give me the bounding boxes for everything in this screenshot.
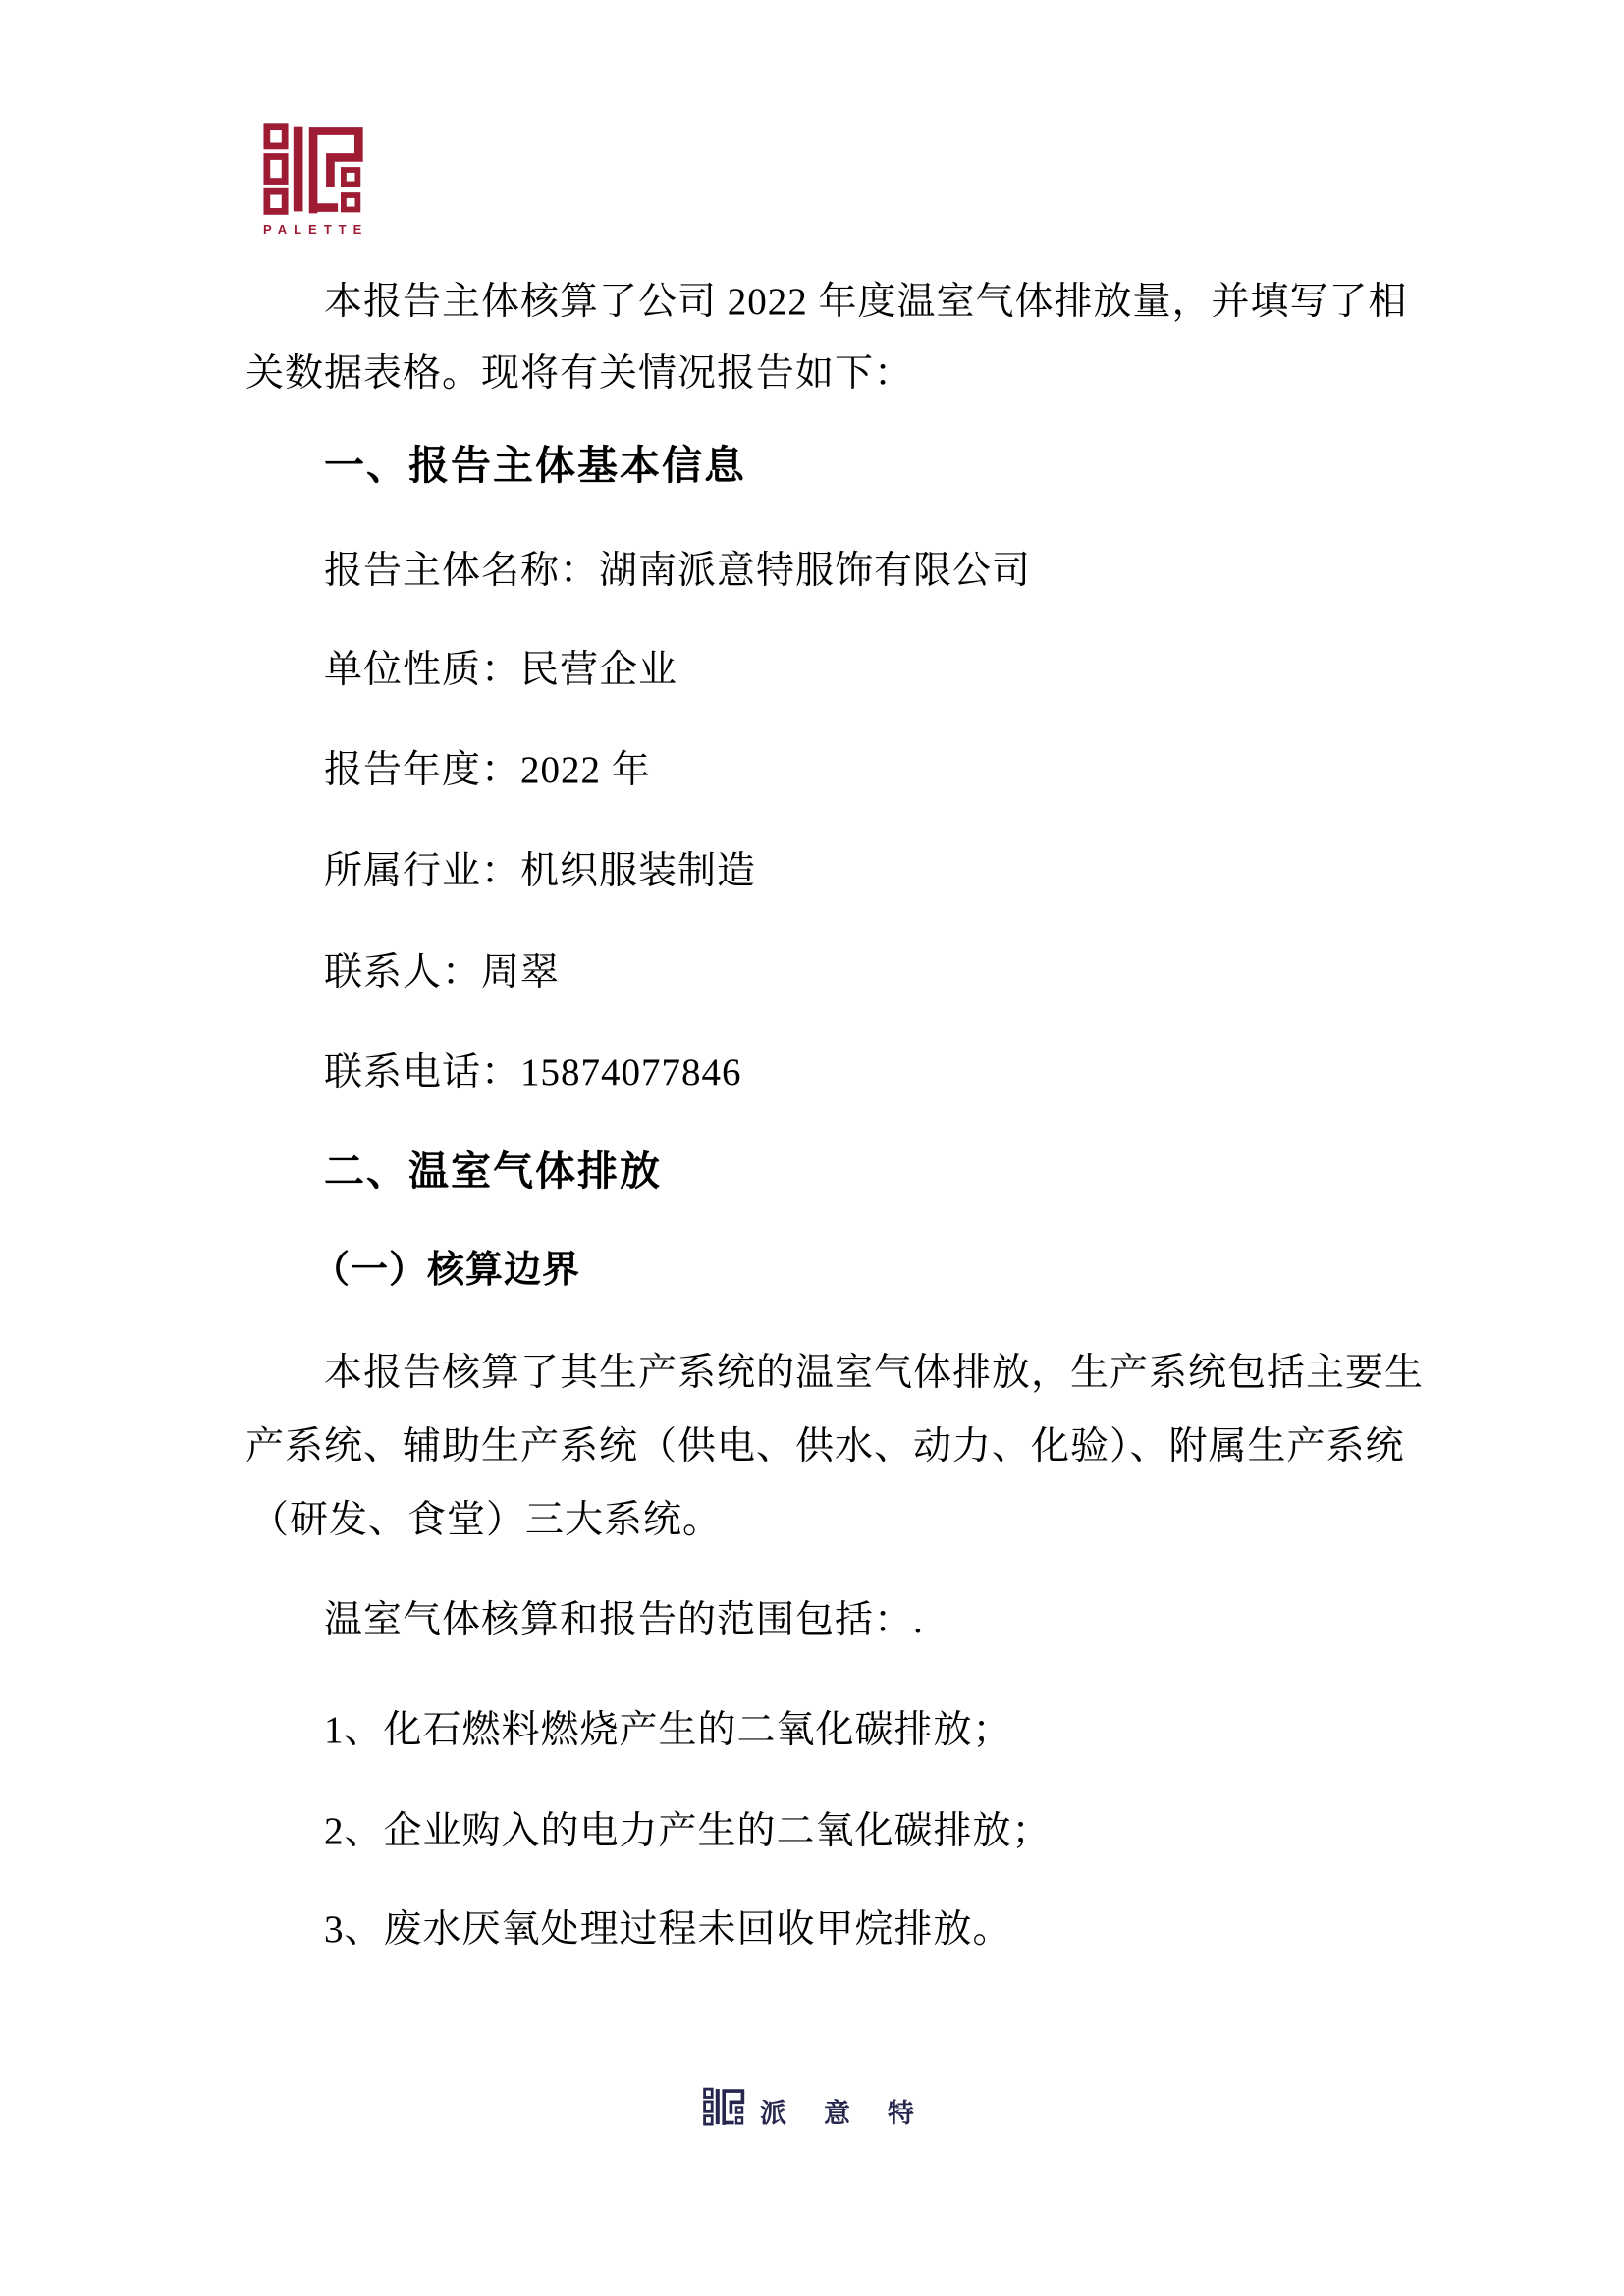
boundary-line-3: （研发、食堂）三大系统。 bbox=[250, 1499, 723, 1541]
brand-word-latin: PALETTE bbox=[263, 222, 369, 237]
header-brand-logo bbox=[263, 122, 373, 237]
field-label: 所属行业： bbox=[324, 850, 521, 892]
field-label: 单位性质： bbox=[324, 649, 521, 691]
scope-item-1: 1、化石燃料燃烧产生的二氧化碳排放； bbox=[324, 1709, 1012, 1751]
section2-sub-heading: （一）核算边界 bbox=[312, 1250, 581, 1291]
field-value: 机织服装制造 bbox=[520, 850, 757, 892]
field-contact-person bbox=[324, 952, 560, 993]
footer-brand-logo bbox=[703, 2087, 746, 2132]
field-value: 2022 年 bbox=[520, 749, 651, 791]
scope-item-3: 3、废水厌氧处理过程未回收甲烷排放。 bbox=[324, 1908, 1012, 1950]
field-value: 民营企业 bbox=[520, 649, 678, 691]
field-label: 联系电话： bbox=[324, 1051, 521, 1094]
field-unit-nature bbox=[324, 650, 677, 691]
intro-line-1: 本报告主体核算了公司 2022 年度温室气体排放量，并填写了相 bbox=[324, 281, 1408, 323]
field-value: 15874077846 bbox=[520, 1051, 742, 1094]
field-entity-name bbox=[324, 551, 1031, 592]
field-value: 周翠 bbox=[481, 951, 561, 993]
section1-heading: 一、报告主体基本信息 bbox=[324, 443, 746, 488]
field-report-year bbox=[324, 750, 651, 791]
section2-heading: 二、温室气体排放 bbox=[324, 1148, 662, 1194]
field-label: 报告主体名称： bbox=[324, 550, 600, 592]
scope-item-2: 2、企业购入的电力产生的二氧化碳排放； bbox=[324, 1810, 1052, 1852]
intro-line-2: 关数据表格。现将有关情况报告如下： bbox=[245, 352, 914, 395]
scope-intro: 温室气体核算和报告的范围包括：. bbox=[324, 1599, 924, 1641]
field-label: 联系人： bbox=[324, 951, 482, 993]
palette-maze-logo-icon bbox=[263, 122, 367, 218]
field-contact-phone bbox=[324, 1052, 742, 1094]
paiyite-maze-logo-icon bbox=[703, 2087, 746, 2127]
field-value: 湖南派意特服饰有限公司 bbox=[599, 550, 1032, 592]
footer-brand-name: 派意特 bbox=[760, 2099, 951, 2128]
field-label: 报告年度： bbox=[324, 749, 521, 791]
boundary-line-2: 产系统、辅助生产系统（供电、供水、动力、化验）、附属生产系统 bbox=[245, 1425, 1405, 1468]
field-industry bbox=[324, 851, 756, 892]
boundary-line-1: 本报告核算了其生产系统的温室气体排放，生产系统包括主要生 bbox=[324, 1352, 1425, 1394]
